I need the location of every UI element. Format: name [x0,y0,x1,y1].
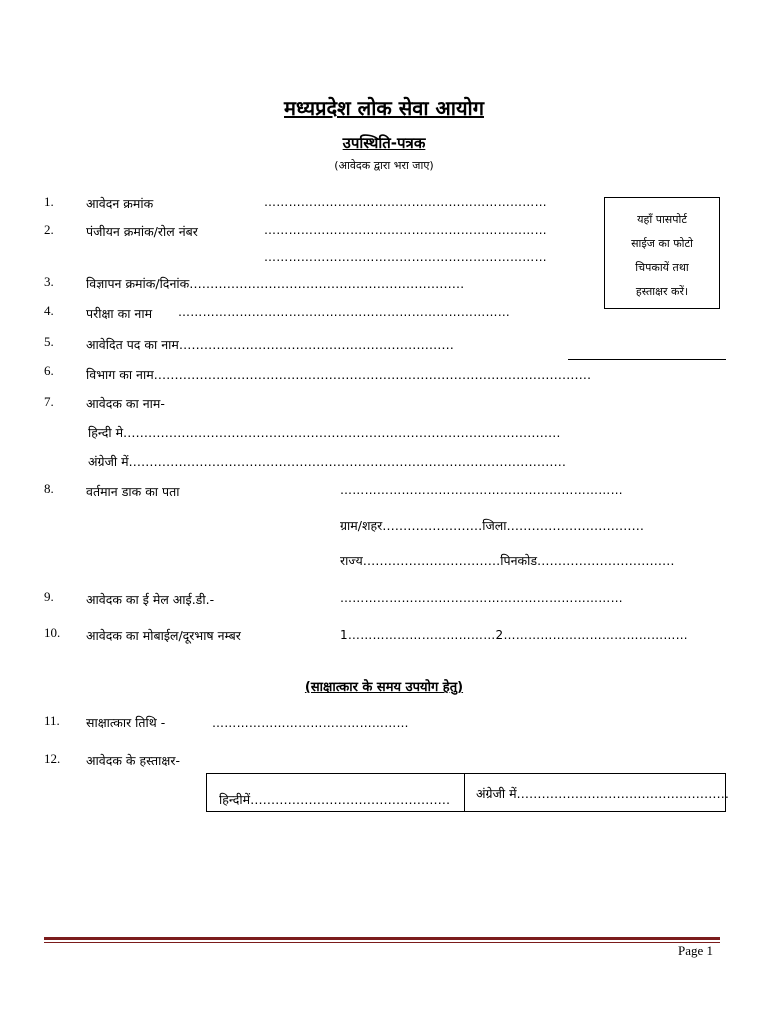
photo-box-line: हस्ताक्षर करें। [635,285,689,298]
village-district-field[interactable]: ग्राम/शहर……………………जिला…………………………… [340,518,644,533]
registration-number-field[interactable]: …………………………………………………………… [264,223,547,237]
field-number: 8. [44,481,54,496]
field-number: 11. [44,713,60,728]
email-label: आवेदक का ई मेल आई.डी.- [86,592,215,607]
photo-box-line: यहाँ पासपोर्ट [637,213,687,226]
mobile-field[interactable]: 1………………………………2……………………………………… [340,628,688,642]
field-number: 10. [44,625,61,640]
page-title: मध्यप्रदेश लोक सेवा आयोग [284,96,484,120]
photo-box-line: साईज का फोटो [631,237,693,250]
form-subtitle: उपस्थिति-पत्रक [342,134,426,152]
form-note: (आवेदक द्वारा भरा जाए) [334,159,434,172]
field-number: 7. [44,394,54,409]
page-number: Page 1 [678,943,714,958]
advertisement-number-field[interactable]: विज्ञापन क्रमांक/दिनांक………………………………………………………… [86,276,465,291]
application-number-field[interactable]: …………………………………………………………… [264,195,547,209]
signature-english-field[interactable]: अंग्रेजी में…………………………………………… [476,786,730,801]
applied-post-field[interactable]: आवेदित पद का नाम………………………………………………………… [86,337,454,352]
interview-date-label: साक्षात्कार तिथि - [86,715,166,730]
field-number: 12. [44,751,61,766]
department-field[interactable]: विभाग का नाम…………………………………………………………………………………………… [86,367,592,382]
interview-date-field[interactable]: ………………………………………… [212,716,409,730]
field-number: 5. [44,334,54,349]
application-number-label: आवेदन क्रमांक [86,196,154,211]
field-number: 3. [44,274,54,289]
postal-address-label: वर्तमान डाक का पता [86,484,180,499]
field-number: 2. [44,222,54,237]
footer-rule-thin [44,942,720,943]
applicant-name-label: आवेदक का नाम- [86,396,165,411]
email-field[interactable]: …………………………………………………………… [340,591,623,605]
applicant-name-hindi-field[interactable]: हिन्दी मे…………………………………………………………………………………………… [88,425,561,440]
field-number: 1. [44,194,54,209]
signature-hindi-field[interactable]: हिन्दीमें………………………………………… [219,792,451,807]
photo-signature-line [568,359,726,360]
field-number: 4. [44,303,54,318]
photo-box-line: चिपकायें तथा [635,261,689,274]
field-number: 9. [44,589,54,604]
exam-name-field[interactable]: ……………………………………………………………………… [178,305,511,319]
signature-divider [464,774,465,811]
registration-number-label: पंजीयन क्रमांक/रोल नंबर [86,224,198,239]
exam-name-label: परीक्षा का नाम [86,306,153,321]
address-line-field[interactable]: …………………………………………………………… [340,483,623,497]
applicant-signature-label: आवेदक के हस्ताक्षर- [86,753,180,768]
state-pincode-field[interactable]: राज्य……………………………पिनकोड…………………………… [340,553,675,568]
photo-box [604,197,720,309]
signature-box [206,773,730,812]
interview-section-heading: (साक्षात्कार के समय उपयोग हेतु) [304,680,464,695]
footer-rule [44,937,720,940]
mobile-label: आवेदक का मोबाईल/दूरभाष नम्बर [86,628,241,643]
registration-number-field-2[interactable]: …………………………………………………………… [264,250,547,264]
applicant-name-english-field[interactable]: अंग्रेजी में…………………………………………………………………………………………… [88,454,567,469]
field-number: 6. [44,363,54,378]
